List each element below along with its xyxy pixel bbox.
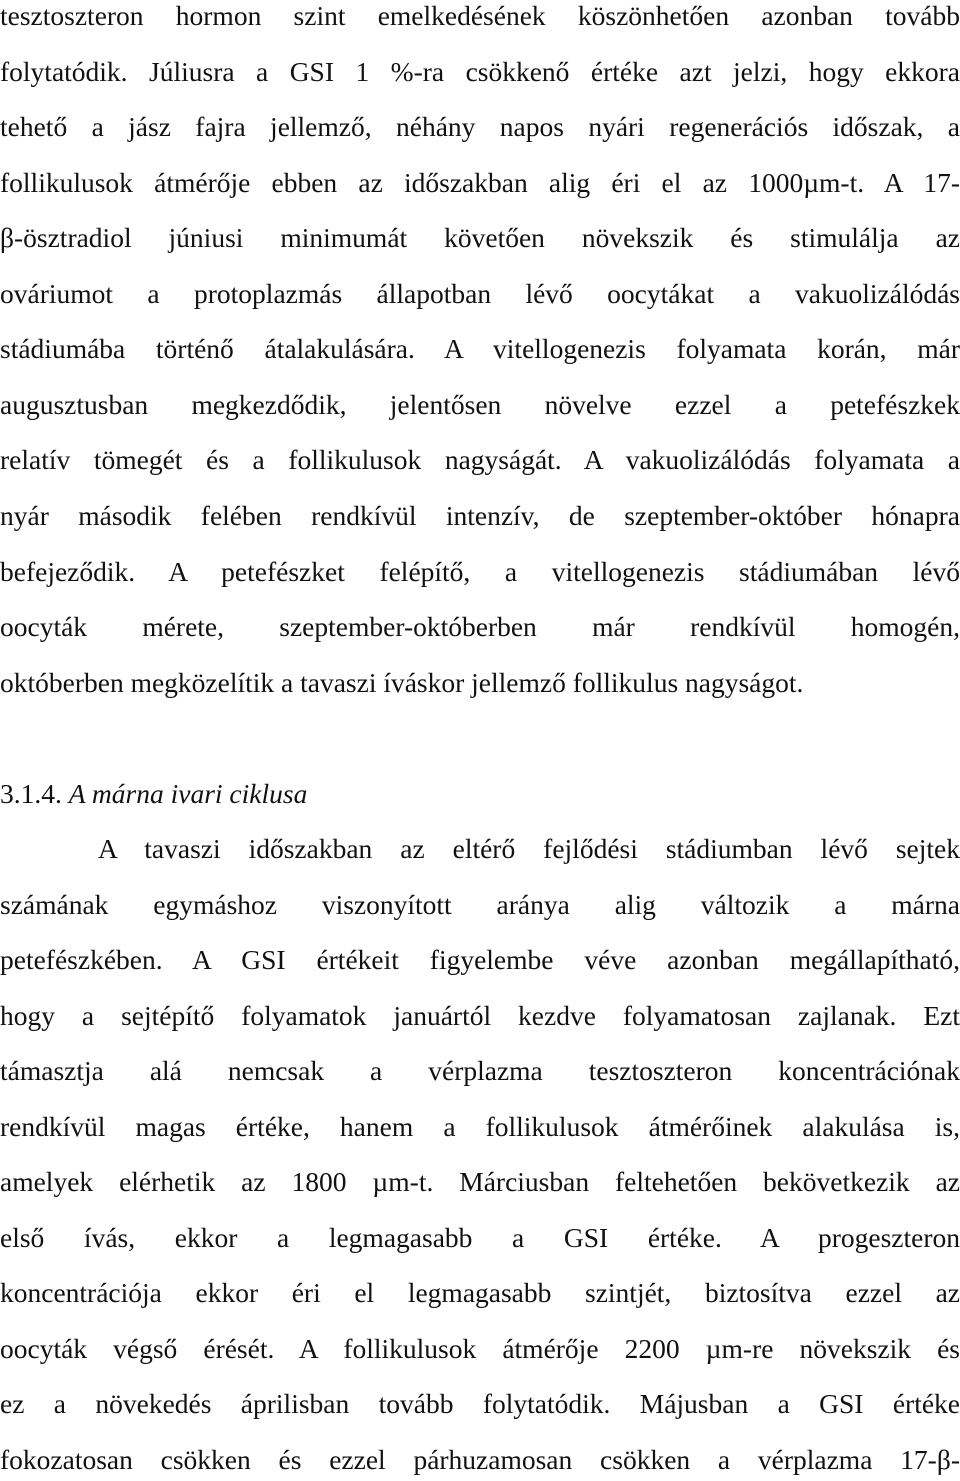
text-line: β-ösztradiol júniusi minimumát követően növekszik és stimulálja az [0,222,960,253]
text-line: oocyták mérete, szeptember-októberben már rendkívül homogén, [0,611,960,642]
text-line: fokozatosan csökken és ezzel párhuzamosan csökken a vérplazma 17-β- [0,1444,960,1475]
text-line: befejeződik. A petefészket felépítő, a vitellogenezis stádiumában lévő [0,556,960,587]
text-line: petefészkében. A GSI értékeit figyelembe véve azonban megállapítható, [0,944,960,975]
text-line: számának egymáshoz viszonyított aránya alig változik a márna [0,889,960,920]
text-line: októberben megközelítik a tavaszi íváskor jellemző follikulus nagyságot. [0,667,804,698]
text-line: tesztoszteron hormon szint emelkedésének köszönhetően azonban tovább [0,0,960,31]
section-heading [0,778,307,810]
text-line: folytatódik. Júliusra a GSI 1 %-ra csökkenő értéke azt jelzi, hogy ekkora [0,56,960,87]
text-line: follikulusok átmérője ebben az időszakban alig éri el az 1000µm-t. A 17- [0,167,960,198]
text-line: augusztusban megkezdődik, jelentősen növelve ezzel a petefészkek [0,389,960,420]
section-title: A márna ivari ciklusa [68,778,308,809]
text-line: tehető a jász fajra jellemző, néhány napos nyári regenerációs időszak, a [0,111,960,142]
text-line: ez a növekedés áprilisban tovább folytatódik. Májusban a GSI értéke [0,1388,960,1419]
text-line: rendkívül magas értéke, hanem a follikulusok átmérőinek alakulása is, [0,1111,960,1142]
text-line: A tavaszi időszakban az eltérő fejlődési stádiumban lévő sejtek [98,833,960,864]
text-line: nyár második felében rendkívül intenzív, de szeptember-október hónapra [0,500,960,531]
text-line: oocyták végső érését. A follikulusok átmérője 2200 µm-re növekszik és [0,1333,960,1364]
section-number: 3.1.4. [0,778,62,809]
text-line: amelyek elérhetik az 1800 µm-t. Márciusban feltehetően bekövetkezik az [0,1166,960,1197]
text-line: támasztja alá nemcsak a vérplazma tesztoszteron koncentrációnak [0,1055,960,1086]
text-line: ováriumot a protoplazmás állapotban lévő oocytákat a vakuolizálódás [0,278,960,309]
text-line: hogy a sejtépítő folyamatok januártól kezdve folyamatosan zajlanak. Ezt [0,1000,960,1031]
text-line: koncentrációja ekkor éri el legmagasabb szintjét, biztosítva ezzel az [0,1277,960,1308]
text-line: relatív tömegét és a follikulusok nagyságát. A vakuolizálódás folyamata a [0,444,960,475]
text-line: első ívás, ekkor a legmagasabb a GSI értéke. A progeszteron [0,1222,960,1253]
text-line: stádiumába történő átalakulására. A vitellogenezis folyamata korán, már [0,333,960,364]
